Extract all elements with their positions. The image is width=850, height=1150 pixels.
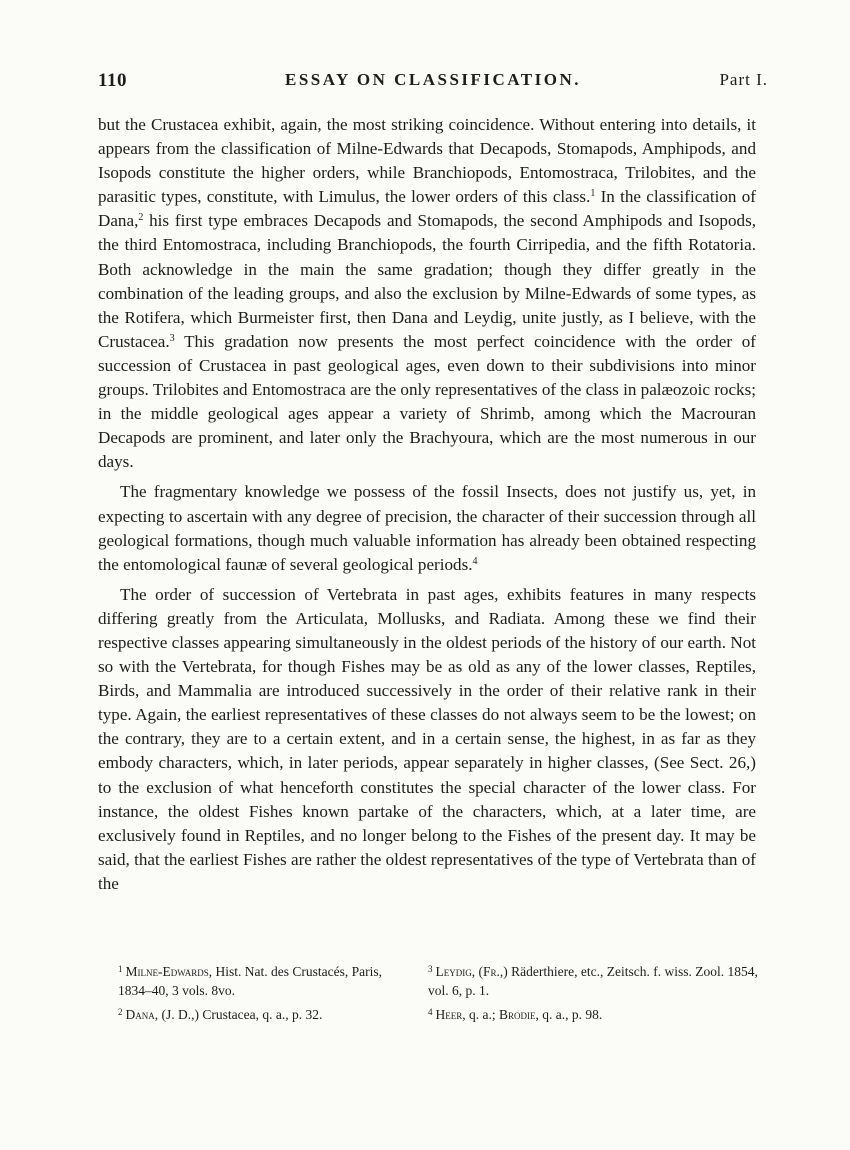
- footnote-ref[interactable]: 4: [472, 555, 478, 567]
- footnote-column-right: [428, 960, 758, 1027]
- footnote-ref[interactable]: 1: [590, 188, 596, 200]
- paragraph: The fragmentary knowledge we possess of the fossil Insects, does not justify us, yet, in expecting to ascertain with any degree of precision, the character of their succession through all geological formations, though much valuable information has already been obtained respecting the entomological faunæ of several geological periods.$^4$: [98, 482, 756, 574]
- paragraph: The order of succession of Vertebrata in past ages, exhibits features in many respects differing greatly from the Articulata, Mollusks, and Radiata. Among these we find their respective classes appearing simultaneously in the oldest periods of the history of our earth. Not so with the Vertebrata, for though Fishes may be as old as any of the lower classes, Reptiles, Birds, and Mammalia are introduced successively in the order of their relative rank in their type. Again, the earliest representatives of these classes do not always seem to be the lowest; on the contrary, they are to a certain extent, and in a certain sense, the highest, in as far as they embody characters, which, in later periods, appear separately in higher classes, (See Sect. 26,) to the exclusion of what henceforth constitutes the special character of the lower class. For instance, the oldest Fishes known partake of the characters, which, at a later time, are exclusively found in Reptiles, and no longer belong to the Fishes of the present day. It may be said, that the earliest Fishes are rather the oldest representatives of the type of Vertebrata than of the: [98, 584, 756, 893]
- page-number: 110: [98, 70, 127, 91]
- footnote-4: $^4$ Heer, q. a.; Brodie, q. a., p. 98.: [428, 1007, 603, 1022]
- footnote-ref[interactable]: 3: [169, 332, 175, 344]
- footnote-author: Leydig,: [435, 964, 476, 979]
- footnote-author: Milne-Edwards,: [125, 964, 213, 979]
- paragraph: but the Crustacea exhibit, again, the most striking coincidence. Without entering into details, it appears from the classification of Milne-Edwards that Decapods, Stomapods, Amphipods, and Isopods constitute the higher orders, while Branchiopods, Entomostraca, Trilobites, and the parasitic types, constitute, with Limulus, the lower orders of this class.$^1$ In the classification of Dana,$^2$ his first type embraces Decapods and Stomapods, the second Amphipods and Isopods, the third Entomostraca, including Branchiopods, the fourth Cirripedia, and the fifth Rotatoria. Both acknowledge in the main the same gradation; though they differ greatly in the combination of the leading groups, and also the exclusion by Milne-Edwards of some types, as the Rotifera, which Burmeister first, then Dana and Leydig, unite justly, as I believe, with the Crustacea.$^3$ This gradation now presents the most perfect coincidence with the order of succession of Crustacea in past geological ages, even down to their subdivisions into minor groups. Trilobites and Entomostraca are the only representatives of the class in palæozoic rocks; in the middle geological ages appear a variety of Shrimb, among which the Macrouran Decapods are prominent, and later only the Brachyoura, which are the most numerous in our days.: [98, 115, 756, 472]
- footnote-1: $^1$ Milne-Edwards, Hist. Nat. des Crustacés, Paris, 1834–40, 3 vols. 8vo.: [118, 964, 382, 998]
- part-label: Part I.: [719, 70, 768, 89]
- footnote-3: $^3$ Leydig, (Fr.,) Räderthiere, etc., Zeitsch. f. wiss. Zool. 1854, vol. 6, p. 1.: [428, 964, 758, 998]
- footnote-2: $^2$ Dana, (J. D.,) Crustacea, q. a., p. 32.: [118, 1007, 323, 1022]
- footnote-ref[interactable]: 2: [138, 212, 144, 224]
- footnote-author: Heer,: [435, 1007, 466, 1022]
- body-text: [98, 113, 756, 896]
- footnote-author: Dana,: [125, 1007, 159, 1022]
- running-title: ESSAY ON CLASSIFICATION.: [284, 70, 582, 89]
- running-header: [98, 70, 768, 96]
- footnote-author: Brodie,: [499, 1007, 539, 1022]
- footnote-column-left: [118, 960, 403, 1027]
